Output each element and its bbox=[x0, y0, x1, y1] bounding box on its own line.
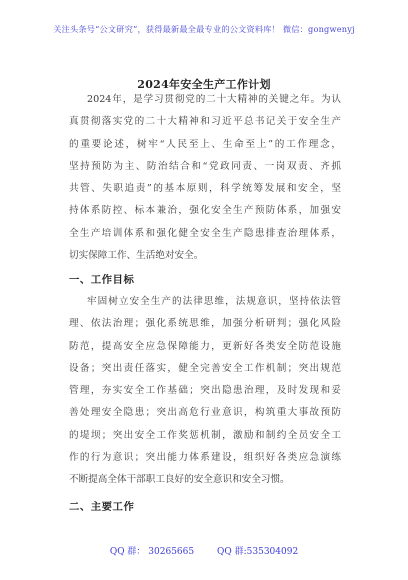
footer-qq-group-1: QQ 群： 30265665 bbox=[109, 547, 195, 557]
intro-line: 持体系防控、标本兼治，强化安全生产预防体系，加强安 bbox=[69, 205, 341, 217]
intro-paragraph bbox=[69, 89, 341, 267]
intro-line: 真贯彻落实党的二十大精神和习近平总书记关于安全生产 bbox=[69, 116, 341, 128]
goals-line: 理、依法治理；强化系统思维，加强分析研判；强化风险 bbox=[69, 318, 341, 330]
goals-line: 牢固树立安全生产的法律思维，法规意识，坚持依法管 bbox=[87, 296, 341, 307]
goals-line: 善处理安全隐患；突出高危行业意识，构筑重大事故预防 bbox=[69, 407, 341, 419]
intro-line: 共管、失职追责”的基本原则，科学统筹发展和安全，坚 bbox=[69, 183, 341, 195]
footer-contacts bbox=[0, 544, 408, 557]
section-heading-main-work: 二、主要工作 bbox=[69, 501, 135, 513]
header-banner: 关注头条号“公文研究”，获得最新最全最专业的公文资料库！ 微信：gongwenyj bbox=[53, 24, 355, 34]
intro-line: 切实保障工作、生活绝对安全。 bbox=[69, 250, 204, 262]
document-title: 2024年安全生产工作计划 bbox=[137, 78, 271, 91]
intro-line: 坚持预防为主、防治结合和“党政同责、一岗双责、齐抓 bbox=[69, 160, 341, 172]
section-heading-goals: 一、工作目标 bbox=[69, 274, 135, 286]
footer-qq-group-2: QQ 群:535304092 bbox=[216, 547, 299, 557]
goals-line: 的堤坝；突出安全工作奖惩机制，激励和制约全员安全工 bbox=[69, 429, 341, 441]
goals-line: 不断提高全体干部职工良好的安全意识和安全习惯。 bbox=[69, 474, 290, 486]
goals-line: 设备；突出责任落实，健全完善安全工作机制；突出规范 bbox=[69, 362, 341, 374]
intro-line: 2024年，是学习贯彻党的二十大精神的关键之年。为认 bbox=[87, 94, 341, 105]
goals-line: 管理，夯实安全工作基础；突出隐患治理，及时发现和妥 bbox=[69, 385, 341, 397]
goals-paragraph bbox=[69, 291, 341, 492]
goals-line: 作的行为意识；突出能力体系建设，组织好各类应急演练 bbox=[69, 452, 341, 464]
intro-line: 全生产培训体系和强化健全安全生产隐患排查治理体系， bbox=[69, 227, 341, 239]
goals-line: 防范，提高安全应急保障能力，更新好各类安全防范设施 bbox=[69, 340, 341, 352]
intro-line: 的重要论述，树牢“人民至上、生命至上”的工作理念， bbox=[69, 138, 341, 150]
